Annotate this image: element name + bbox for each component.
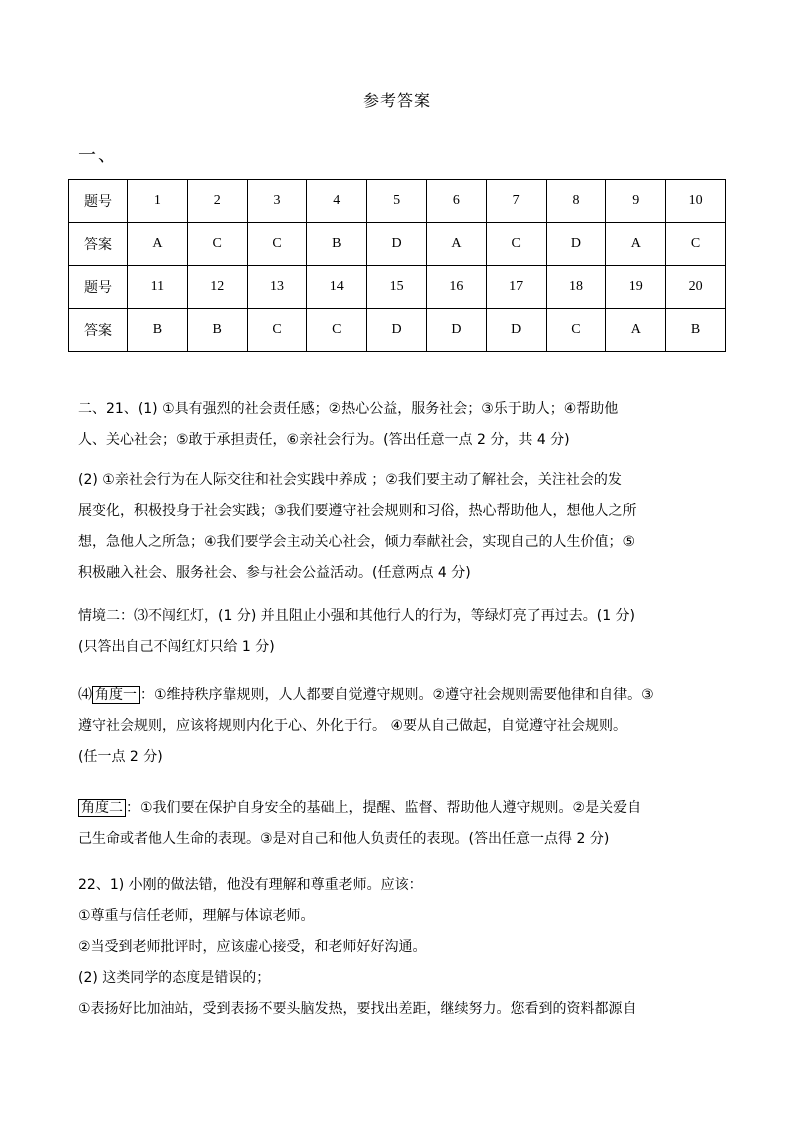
table-cell: D — [367, 223, 427, 266]
text-line: 人、关心社会；⑤敢于承担责任，⑥亲社会行为。(答出任意一点 2 分，共 4 分) — [78, 432, 570, 448]
table-cell: 4 — [307, 180, 367, 223]
table-cell: A — [606, 223, 666, 266]
q21-angle1 — [78, 680, 730, 773]
table-cell: 6 — [426, 180, 486, 223]
section-one-label: 一、 — [78, 145, 118, 166]
table-cell: A — [606, 309, 666, 352]
q21-scenario2 — [78, 601, 730, 663]
text-line: ①表扬好比加油站，受到表扬不要头脑发热，要找出差距，继续努力。您看到的资料都源自 — [78, 1001, 637, 1017]
angle-one-text: ：①维持秩序靠规则，人人都要自觉遵守规则。②遵守社会规则需要他律和自律。③ — [140, 687, 654, 703]
table-cell: 10 — [666, 180, 726, 223]
text-line — [78, 680, 730, 711]
table-cell: D — [367, 309, 427, 352]
table-cell: D — [426, 309, 486, 352]
table-cell: C — [546, 309, 606, 352]
row-header: 答案 — [69, 223, 128, 266]
item-number: ⑷ — [78, 687, 92, 703]
angle-one-label: 角度一 — [92, 686, 140, 704]
table-cell: 9 — [606, 180, 666, 223]
text-line — [78, 793, 730, 824]
table-cell: A — [426, 223, 486, 266]
q21-part2 — [78, 465, 730, 589]
row-header: 题号 — [69, 266, 128, 309]
angle-two-label: 角度二 — [78, 799, 126, 817]
table-cell: 2 — [187, 180, 247, 223]
table-cell: B — [128, 309, 188, 352]
table-cell: 15 — [367, 266, 427, 309]
table-cell: 3 — [247, 180, 307, 223]
table-cell: 14 — [307, 266, 367, 309]
table-cell: B — [307, 223, 367, 266]
table-cell: 19 — [606, 266, 666, 309]
table-cell: 13 — [247, 266, 307, 309]
row-header: 答案 — [69, 309, 128, 352]
q21-part1 — [78, 394, 730, 456]
table-cell: 12 — [187, 266, 247, 309]
answer-table — [68, 179, 726, 352]
table-cell: C — [187, 223, 247, 266]
text-line: ①尊重与信任老师，理解与体谅老师。 — [78, 908, 315, 924]
q21-angle2 — [78, 793, 730, 855]
table-cell: 20 — [666, 266, 726, 309]
table-cell: 16 — [426, 266, 486, 309]
text-line: (2) ①亲社会行为在人际交往和社会实践中养成 ；②我们要主动了解社会，关注社会的发 — [78, 472, 622, 488]
table-cell: 17 — [486, 266, 546, 309]
table-row — [69, 266, 726, 309]
text-line: (只答出自己不闯红灯只给 1 分) — [78, 639, 275, 655]
text-line: 想，急他人之所急；④我们要学会主动关心社会，倾力奉献社会，实现自己的人生价值；⑤ — [78, 534, 636, 550]
table-cell: 1 — [128, 180, 188, 223]
text-line: (任一点 2 分) — [78, 749, 163, 765]
row-header: 题号 — [69, 180, 128, 223]
table-cell: D — [486, 309, 546, 352]
table-cell: C — [486, 223, 546, 266]
table-cell: C — [307, 309, 367, 352]
text-line: 积极融入社会、服务社会、参与社会公益活动。(任意两点 4 分) — [78, 565, 471, 581]
table-cell: B — [666, 309, 726, 352]
text-line: 22、1) 小刚的做法错，他没有理解和尊重老师。应该： — [78, 877, 423, 893]
table-cell: 11 — [128, 266, 188, 309]
table-cell: A — [128, 223, 188, 266]
table-row — [69, 180, 726, 223]
q22-block — [78, 870, 730, 1025]
table-cell: C — [666, 223, 726, 266]
text-line: 展变化，积极投身于社会实践；③我们要遵守社会规则和习俗，热心帮助他人，想他人之所 — [78, 503, 637, 519]
text-line: 二、21、(1) ①具有强烈的社会责任感；②热心公益，服务社会；③乐于助人；④帮助他 — [78, 401, 619, 417]
table-row — [69, 309, 726, 352]
table-row — [69, 223, 726, 266]
table-cell: C — [247, 223, 307, 266]
table-cell: 8 — [546, 180, 606, 223]
table-cell: D — [546, 223, 606, 266]
table-cell: C — [247, 309, 307, 352]
text-line: ②当受到老师批评时，应该虚心接受，和老师好好沟通。 — [78, 939, 427, 955]
text-line: (2) 这类同学的态度是错误的； — [78, 970, 271, 986]
table-cell: B — [187, 309, 247, 352]
table-cell: 18 — [546, 266, 606, 309]
page-title: 参考答案 — [362, 91, 431, 110]
text-line: 己生命或者他人生命的表现。③是对自己和他人负责任的表现。(答出任意一点得 2 分) — [78, 831, 610, 847]
text-line: 遵守社会规则，应该将规则内化于心、外化于行。 ④要从自己做起，自觉遵守社会规则。 — [78, 718, 627, 734]
angle-two-text: ：①我们要在保护自身安全的基础上，提醒、监督、帮助他人遵守规则。②是关爱自 — [126, 800, 642, 816]
table-cell: 5 — [367, 180, 427, 223]
table-cell: 7 — [486, 180, 546, 223]
text-line: 情境二：⑶不闯红灯，(1 分) 并且阻止小强和其他行人的行为，等绿灯亮了再过去。(1 分) — [78, 608, 636, 624]
